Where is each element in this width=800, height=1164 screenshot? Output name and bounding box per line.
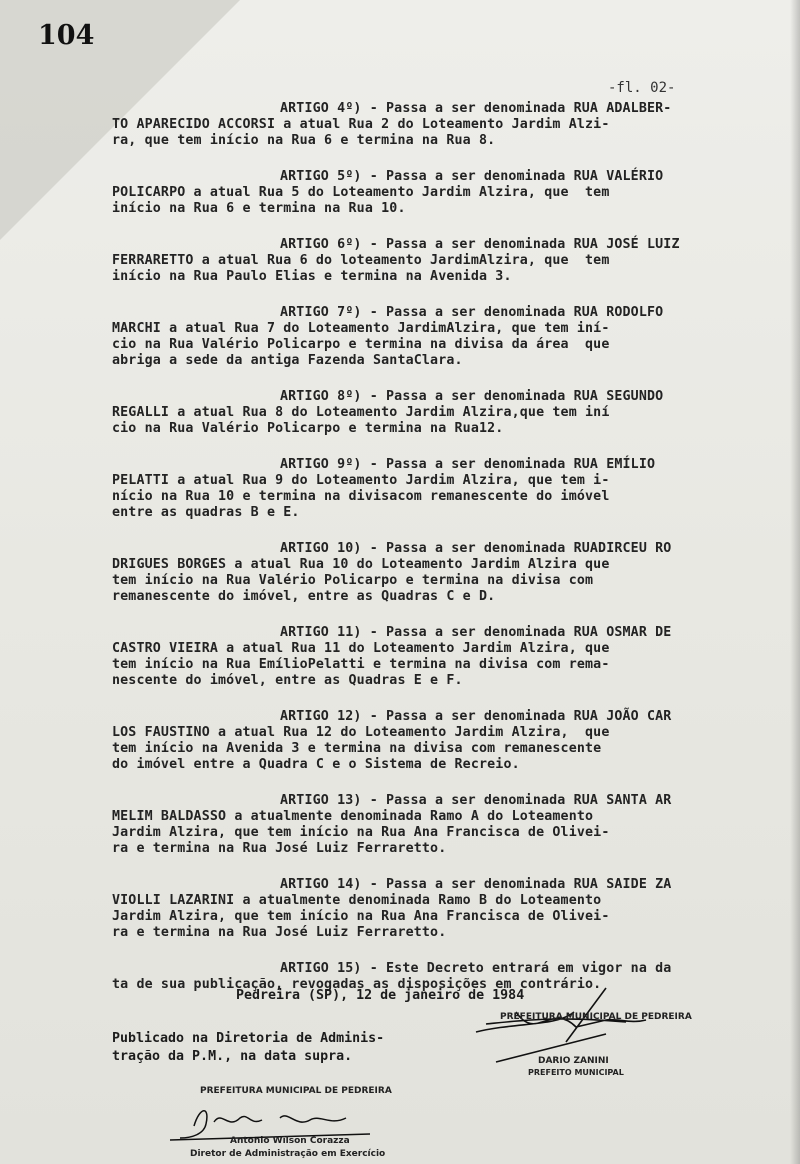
article-text-line: abriga a sede da antiga Fazenda SantaClara.	[112, 353, 463, 368]
article-text-line: Jardim Alzira, que tem início na Rua Ana Francisca de Olivei-	[112, 825, 610, 840]
article-text-line: VIOLLI LAZARINI a atualmente denominada Ramo B do Loteamento	[112, 893, 602, 908]
place-date-line: Pedreira (SP), 12 de janeiro de 1984	[236, 988, 525, 1003]
article-text-line: CASTRO VIEIRA a atual Rua 11 do Loteamento Jardim Alzira, que	[112, 641, 610, 656]
article-text-line: entre as quadras B e E.	[112, 505, 300, 520]
article-text-line: MARCHI a atual Rua 7 do Loteamento JardimAlzira, que tem iní-	[112, 321, 610, 336]
article-heading-line: ARTIGO 10) - Passa a ser denominada RUADIRCEU RO	[280, 541, 672, 556]
article-text-line: Jardim Alzira, que tem início na Rua Ana Francisca de Olivei-	[112, 909, 610, 924]
article-paragraph	[112, 625, 712, 689]
article-paragraph	[112, 457, 712, 521]
article-text-line: início na Rua 6 e termina na Rua 10.	[112, 201, 406, 216]
article-text-line: do imóvel entre a Quadra C e o Sistema de Recreio.	[112, 757, 520, 772]
article-text-line: tem início na Rua EmílioPelatti e termina na divisa com rema-	[112, 657, 610, 672]
article-text-line: remanescente do imóvel, entre as Quadras C e D.	[112, 589, 496, 604]
article-paragraph	[112, 305, 712, 369]
director-signature	[170, 1100, 370, 1140]
article-text-line: ra, que tem início na Rua 6 e termina na Rua 8.	[112, 133, 496, 148]
article-paragraph	[112, 793, 712, 857]
article-heading-line: ARTIGO 9º) - Passa a ser denominada RUA EMÍLIO	[280, 457, 656, 472]
folio-label: -fl. 02-	[608, 80, 676, 96]
article-paragraph	[112, 541, 712, 605]
article-text-line: POLICARPO a atual Rua 5 do Loteamento Jardim Alzira, que tem	[112, 185, 610, 200]
article-heading-line: ARTIGO 11) - Passa a ser denominada RUA OSMAR DE	[280, 625, 672, 640]
article-text-line: tem início na Rua Valério Policarpo e termina na divisa com	[112, 573, 594, 588]
mayor-stamp-name: DARIO ZANINI	[538, 1056, 609, 1066]
publication-line: Publicado na Diretoria de Adminis-	[112, 1031, 385, 1046]
mayor-stamp-office: PREFEITURA MUNICIPAL DE PEDREIRA	[500, 1012, 692, 1022]
article-text-line: LOS FAUSTINO a atual Rua 12 do Loteamento Jardim Alzira, que	[112, 725, 610, 740]
article-heading-line: ARTIGO 15) - Este Decreto entrará em vigor na da	[280, 961, 672, 976]
publication-note	[112, 1030, 412, 1066]
publication-line: tração da P.M., na data supra.	[112, 1049, 353, 1064]
article-text-line: nescente do imóvel, entre as Quadras E e F.	[112, 673, 463, 688]
article-text-line: tem início na Avenida 3 e termina na divisa com remanescente	[112, 741, 602, 756]
article-heading-line: ARTIGO 7º) - Passa a ser denominada RUA RODOLFO	[280, 305, 664, 320]
director-signature-block	[150, 1084, 390, 1162]
article-text-line: ra e termina na Rua José Luiz Ferraretto.	[112, 925, 447, 940]
article-paragraph	[112, 101, 712, 149]
article-text-line: MELIM BALDASSO a atualmente denominada Ramo A do Loteamento	[112, 809, 594, 824]
decree-body	[112, 101, 712, 1013]
article-heading-line: ARTIGO 14) - Passa a ser denominada RUA SAIDE ZA	[280, 877, 672, 892]
article-text-line: cio na Rua Valério Policarpo e termina na divisa da área que	[112, 337, 610, 352]
page-number: 104	[38, 20, 95, 51]
article-text-line: TO APARECIDO ACCORSI a atual Rua 2 do Loteamento Jardim Alzi-	[112, 117, 610, 132]
mayor-stamp-title: PREFEITO MUNICIPAL	[528, 1068, 624, 1077]
article-text-line: ta de sua publicação, revogadas as disposições em contrário.	[112, 977, 602, 992]
article-heading-line: ARTIGO 12) - Passa a ser denominada RUA JOÃO CAR	[280, 709, 672, 724]
article-heading-line: ARTIGO 8º) - Passa a ser denominada RUA SEGUNDO	[280, 389, 664, 404]
article-paragraph	[112, 877, 712, 941]
article-text-line: DRIGUES BORGES a atual Rua 10 do Loteamento Jardim Alzira que	[112, 557, 610, 572]
article-text-line: cio na Rua Valério Policarpo e termina na Rua12.	[112, 421, 504, 436]
article-text-line: início na Rua Paulo Elias e termina na Avenida 3.	[112, 269, 512, 284]
page-edge-shadow	[790, 0, 800, 1164]
director-stamp-office: PREFEITURA MUNICIPAL DE PEDREIRA	[200, 1086, 392, 1096]
article-text-line: nício na Rua 10 e termina na divisacom remanescente do imóvel	[112, 489, 610, 504]
article-paragraph	[112, 389, 712, 437]
article-heading-line: ARTIGO 4º) - Passa a ser denominada RUA ADALBER-	[280, 101, 672, 116]
article-text-line: REGALLI a atual Rua 8 do Loteamento Jardim Alzira,que tem iní	[112, 405, 610, 420]
article-text-line: ra e termina na Rua José Luiz Ferraretto.	[112, 841, 447, 856]
director-stamp-name: Antonio Wilson Corazza	[230, 1136, 350, 1146]
article-heading-line: ARTIGO 6º) - Passa a ser denominada RUA JOSÉ LUIZ	[280, 237, 680, 252]
article-paragraph	[112, 237, 712, 285]
mayor-signature-block	[470, 1010, 692, 1080]
article-heading-line: ARTIGO 13) - Passa a ser denominada RUA SANTA AR	[280, 793, 672, 808]
director-stamp-title: Diretor de Administração em Exercício	[190, 1149, 386, 1159]
article-text-line: PELATTI a atual Rua 9 do Loteamento Jardim Alzira, que tem i-	[112, 473, 610, 488]
article-heading-line: ARTIGO 5º) - Passa a ser denominada RUA VALÉRIO	[280, 169, 664, 184]
article-text-line: FERRARETTO a atual Rua 6 do loteamento JardimAlzira, que tem	[112, 253, 610, 268]
article-paragraph	[112, 169, 712, 217]
article-paragraph	[112, 709, 712, 773]
